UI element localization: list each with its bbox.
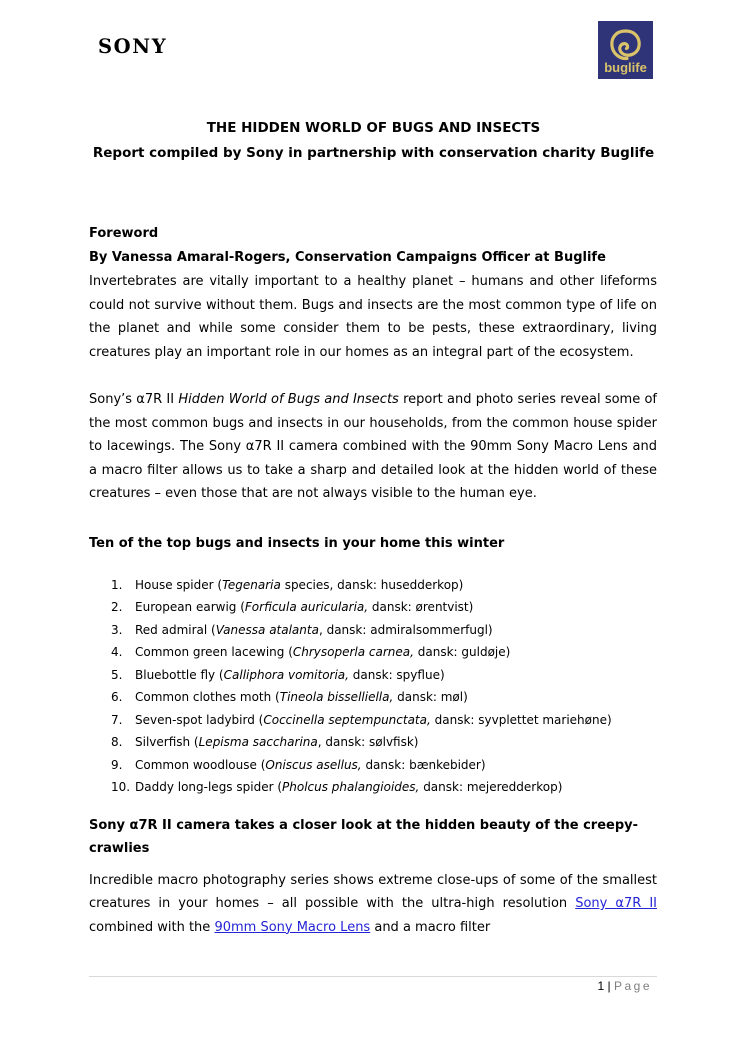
sony-logo: SONY: [98, 35, 168, 58]
list-item: 9. Common woodlouse (Oniscus asellus, dansk: bænkebider): [111, 757, 486, 772]
list-item: 8. Silverfish (Lepisma saccharina, dansk: sølvfisk): [111, 735, 419, 749]
list-item: 6. Common clothes moth (Tineola bisselliella, dansk: møl): [111, 690, 468, 704]
list-item: 3. Red admiral (Vanessa atalanta, dansk: admiralsommerfugl): [111, 622, 493, 637]
title-line-1: THE HIDDEN WORLD OF BUGS AND INSECTS: [206, 120, 541, 136]
document-body: [89, 222, 657, 939]
page-label: Page: [613, 979, 652, 993]
footer-divider: [89, 976, 657, 977]
top-ten-heading: Ten of the top bugs and insects in your home this winter: [89, 535, 505, 551]
sony-a7r-ii-link[interactable]: Sony α7R II: [575, 896, 657, 911]
sony-macro-lens-link[interactable]: 90mm Sony Macro Lens: [214, 919, 371, 935]
page-number: 1: [597, 979, 605, 993]
buglife-logo: [598, 21, 653, 79]
document-title: [88, 116, 659, 166]
list-item: 2. European earwig (Forficula auricularia, dansk: ørentvist): [111, 600, 474, 614]
title-line-2: Report compiled by Sony in partnership with conservation charity Buglife: [92, 145, 655, 161]
list-item: 4. Common green lacewing (Chrysoperla carnea, dansk: guldøje): [111, 645, 511, 659]
foreword-byline: By Vanessa Amaral-Rogers, Conservation Campaigns Officer at Buglife: [89, 250, 606, 265]
list-item: 1. House spider (Tegenaria species, dansk: husedderkop): [111, 577, 464, 592]
page-footer: [597, 979, 652, 993]
foreword-heading: Foreword: [89, 226, 159, 241]
report-title-italic: Hidden World of Bugs and Insects: [178, 392, 399, 407]
page-separator: |: [607, 979, 611, 993]
foreword-paragraph-1: Invertebrates are vitally important to a healthy planet – humans and other lifeforms could not survive without them. Bugs and insects are the most common type of life on the planet and while some consider them to be pests, these extraordinary, living creatures play an important role in our homes as an integral part of the ecosystem.: [89, 274, 657, 360]
top-ten-list: [89, 574, 657, 799]
section-2-heading: Sony α7R II camera takes a closer look at the hidden beauty of the creepy-crawlies: [89, 817, 639, 856]
list-item: 5. Bluebottle fly (Calliphora vomitoria, dansk: spyflue): [111, 667, 445, 682]
foreword-paragraph-2: Sony’s α7R II Hidden World of Bugs and Insects report and photo series reveal some of the most common bugs and insects in our households, from the common house spider to lacewings. The Sony α7R II camera combined with the 90mm Sony Macro Lens and a macro filter allows us to take a sharp and detailed look at the hidden world of these creatures – even those that are not always visible to the human eye.: [89, 392, 658, 501]
list-item: 7. Seven-spot ladybird (Coccinella septempunctata, dansk: syvplettet mariehøne): [111, 712, 612, 727]
section-2-paragraph: Incredible macro photography series shows extreme close-ups of some of the smallest creatures in your homes – all possible with the ultra-high resolution Sony α7R II combined with the 90mm Sony Macro Lens and a macro filter: [89, 872, 657, 935]
buglife-logo-text: buglife: [604, 60, 647, 75]
list-item: 10. Daddy long-legs spider (Pholcus phalangioides, dansk: mejeredderkop): [111, 780, 563, 794]
